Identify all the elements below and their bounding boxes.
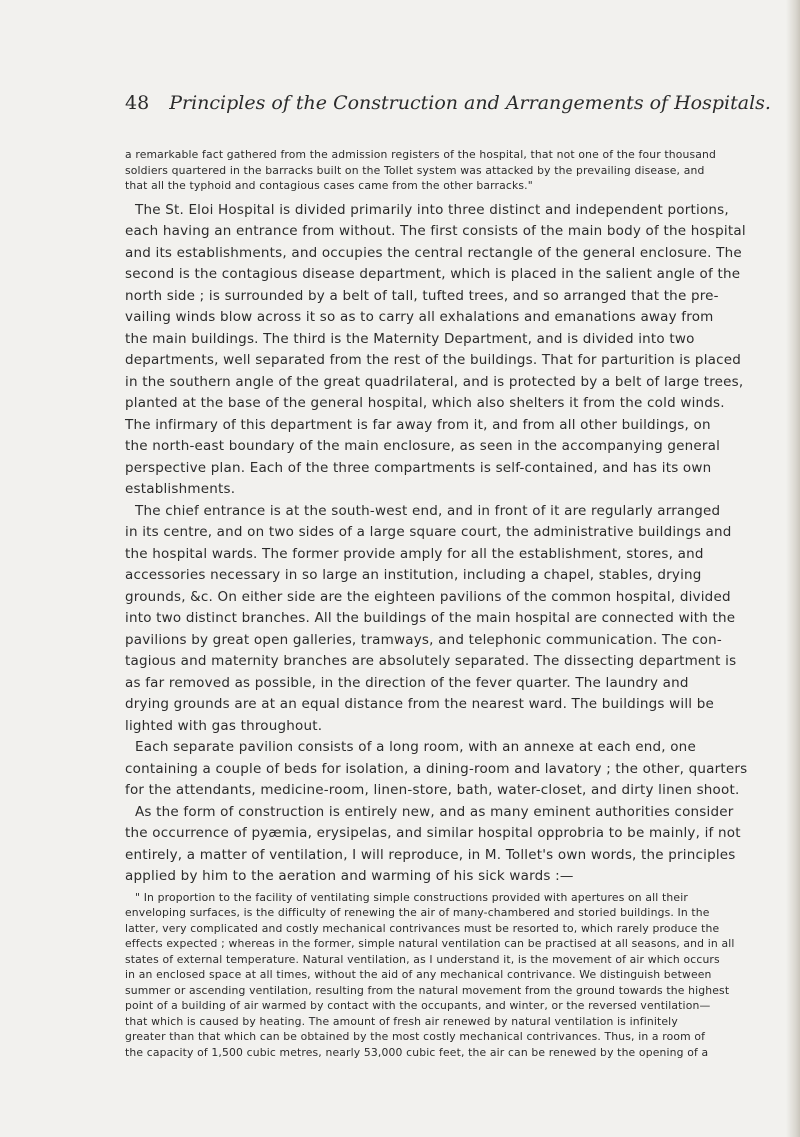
intro-quote xyxy=(125,147,725,194)
text-line: vailing winds blow across it so as to carry all exhalations and emanations away from xyxy=(125,309,714,325)
text-line: each having an entrance from without. The first consists of the main body of the hospital xyxy=(125,223,746,239)
text-line: effects expected ; whereas in the former, simple natural ventilation can be practised at all seasons, and in all xyxy=(125,937,735,950)
text-line: for the attendants, medicine-room, linen-store, bath, water-closet, and dirty linen shoot. xyxy=(125,782,740,798)
text-line: tagious and maternity branches are absolutely separated. The dissecting department is xyxy=(125,653,737,669)
text-line: The infirmary of this department is far away from it, and from all other buildings, on xyxy=(125,416,711,433)
text-line: accessories necessary in so large an institution, including a chapel, stables, drying xyxy=(125,567,702,583)
text-line: a remarkable fact gathered from the admission registers of the hospital, that not one of the four thousand xyxy=(125,148,717,161)
text-line: containing a couple of beds for isolation, a dining-room and lavatory ; the other, quarters xyxy=(125,760,748,777)
text-line: second is the contagious disease department, which is placed in the salient angle of the xyxy=(125,266,741,282)
text-line: the north-east boundary of the main enclosure, as seen in the accompanying general xyxy=(125,438,721,454)
text-line: summer or ascending ventilation, resulting from the natural movement from the ground towards the highest xyxy=(125,983,730,997)
text-line: in the southern angle of the great quadrilateral, and is protected by a belt of large trees, xyxy=(125,373,744,390)
text-line: planted at the base of the general hospital, which also shelters it from the cold winds. xyxy=(125,395,725,411)
text-line: in an enclosed space at all times, without the aid of any mechanical contrivance. We distinguish between xyxy=(125,968,712,981)
text-line: Each separate pavilion consists of a long room, with an annexe at each end, one xyxy=(135,739,696,755)
text-line: and its establishments, and occupies the central rectangle of the general enclosure. The xyxy=(125,244,742,261)
text-line: As the form of construction is entirely new, and as many eminent authorities consider xyxy=(135,803,734,820)
paragraph-entrance xyxy=(125,501,737,738)
text-line: point of a building of air warmed by contact with the occupants, and winter, or the reversed ventilation— xyxy=(125,999,711,1012)
paragraph-divisions xyxy=(125,200,746,501)
page-number: 48 xyxy=(125,92,150,114)
text-line: pavilions by great open galleries, tramways, and telephonic communication. The con- xyxy=(125,631,722,648)
text-line: " In proportion to the facility of ventilating simple constructions provided with apertures on all their xyxy=(135,890,688,904)
text-line: that which is caused by heating. The amount of fresh air renewed by natural ventilation is infinitely xyxy=(125,1014,678,1028)
text-line: drying grounds are at an equal distance from the nearest ward. The buildings will be xyxy=(125,696,715,712)
text-line: soldiers quartered in the barracks built on the Tollet system was attacked by the prevailing disease, and xyxy=(125,163,705,177)
paragraph-ventilation xyxy=(125,802,741,888)
text-line: grounds, &c. On either side are the eighteen pavilions of the common hospital, divided xyxy=(125,588,731,605)
text-line: entirely, a matter of ventilation, I will reproduce, in M. Tollet's own words, the principles xyxy=(125,846,736,863)
running-title: Principles of the Construction and Arrangements of Hospitals. xyxy=(169,92,771,114)
text-line: states of external temperature. Natural ventilation, as I understand it, is the movement of air which occurs xyxy=(125,952,720,966)
paragraph-pavilion xyxy=(125,737,748,802)
text-line: as far removed as possible, in the direction of the fever quarter. The laundry and xyxy=(125,674,689,691)
page-edge-shadow xyxy=(786,0,800,1137)
text-line: the occurrence of pyæmia, erysipelas, and similar hospital opprobria to be mainly, if not xyxy=(125,825,741,841)
tollet-quote xyxy=(125,890,735,1061)
text-line: the main buildings. The third is the Maternity Department, and is divided into two xyxy=(125,330,695,347)
text-line: the capacity of 1,500 cubic metres, nearly 53,000 cubic feet, the air can be renewed by the opening of a xyxy=(125,1045,709,1059)
text-line: The chief entrance is at the south-west end, and in front of it are regularly arranged xyxy=(135,502,721,519)
text-line: greater than that which can be obtained by the most costly mechanical contrivances. Thus, in a room of xyxy=(125,1030,706,1043)
page-header xyxy=(125,92,771,114)
text-line: departments, well separated from the rest of the buildings. That for parturition is placed xyxy=(125,352,742,368)
text-line: lighted with gas throughout. xyxy=(125,717,323,734)
text-line: perspective plan. Each of the three compartments is self-contained, and has its own xyxy=(125,459,712,476)
text-line: into two distinct branches. All the buildings of the main hospital are connected with the xyxy=(125,610,736,626)
text-line: establishments. xyxy=(125,481,236,497)
text-line: that all the typhoid and contagious cases came from the other barracks." xyxy=(125,179,533,192)
text-line: applied by him to the aeration and warming of his sick wards :— xyxy=(125,868,574,884)
text-line: in its centre, and on two sides of a large square court, the administrative buildings and xyxy=(125,524,732,540)
text-line: The St. Eloi Hospital is divided primarily into three distinct and independent portions, xyxy=(135,201,729,218)
text-line: enveloping surfaces, is the difficulty of renewing the air of many-chambered and storied buildings. In the xyxy=(125,906,710,919)
text-line: north side ; is surrounded by a belt of tall, tufted trees, and so arranged that the pre- xyxy=(125,287,719,304)
page-body xyxy=(125,147,748,1060)
text-line: latter, very complicated and costly mechanical contrivances must be resorted to, which rarely produce the xyxy=(125,921,720,935)
text-line: the hospital wards. The former provide amply for all the establishment, stores, and xyxy=(125,545,704,562)
